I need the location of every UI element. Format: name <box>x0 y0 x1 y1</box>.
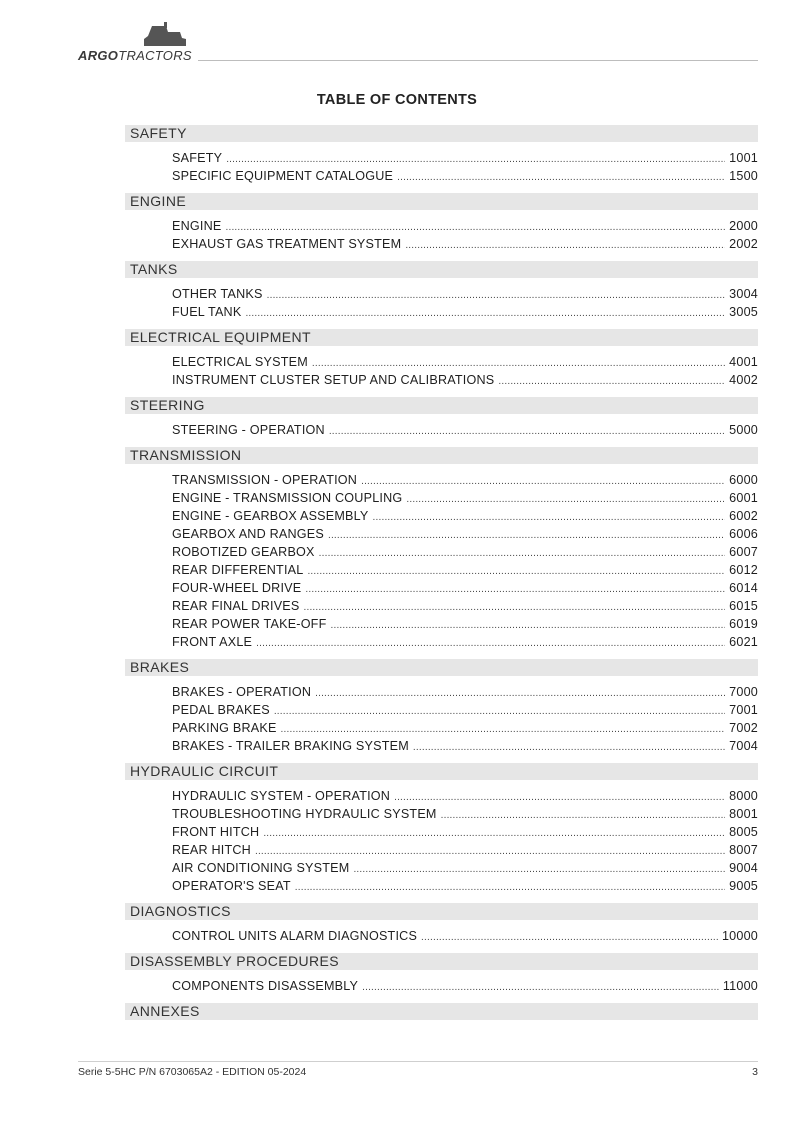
section-heading: DISASSEMBLY PROCEDURES <box>125 953 758 970</box>
entry-title: REAR POWER TAKE-OFF <box>172 617 327 631</box>
toc-entry[interactable] <box>172 303 758 321</box>
dot-leader <box>441 807 726 825</box>
entry-title: REAR HITCH <box>172 843 251 857</box>
section-entries <box>125 464 758 659</box>
toc-entry[interactable] <box>172 977 758 995</box>
dot-leader <box>498 373 725 391</box>
toc-entry[interactable] <box>172 543 758 561</box>
section-entries <box>125 142 758 193</box>
toc-entry[interactable] <box>172 927 758 945</box>
dot-leader <box>394 789 725 807</box>
entry-title: INSTRUMENT CLUSTER SETUP AND CALIBRATIONS <box>172 373 495 387</box>
toc-entry[interactable] <box>172 353 758 371</box>
dot-leader <box>245 305 725 323</box>
entry-title: SPECIFIC EQUIPMENT CATALOGUE <box>172 169 394 183</box>
dot-leader <box>413 739 725 757</box>
entry-title: PARKING BRAKE <box>172 721 277 735</box>
dot-leader <box>330 617 725 635</box>
entry-page-number: 6014 <box>729 581 758 595</box>
entry-page-number: 1500 <box>729 169 758 183</box>
entry-title: FOUR-WHEEL DRIVE <box>172 581 302 595</box>
section-heading: ELECTRICAL EQUIPMENT <box>125 329 758 346</box>
entry-title: AIR CONDITIONING SYSTEM <box>172 861 350 875</box>
dot-leader <box>329 423 725 441</box>
footer-page-number: 3 <box>752 1066 758 1078</box>
toc-entry[interactable] <box>172 859 758 877</box>
dot-leader <box>274 703 725 721</box>
toc-section <box>125 659 758 763</box>
toc-entry[interactable] <box>172 371 758 389</box>
section-heading: DIAGNOSTICS <box>125 903 758 920</box>
toc-section <box>125 261 758 329</box>
toc-entry[interactable] <box>172 217 758 235</box>
entry-title: ELECTRICAL SYSTEM <box>172 355 308 369</box>
entry-page-number: 8005 <box>729 825 758 839</box>
dot-leader <box>295 879 725 897</box>
table-of-contents <box>125 125 758 1024</box>
toc-entry[interactable] <box>172 719 758 737</box>
entry-page-number: 2002 <box>729 237 758 251</box>
toc-section <box>125 329 758 397</box>
entry-page-number: 4002 <box>729 373 758 387</box>
entry-title: FUEL TANK <box>172 305 242 319</box>
dot-leader <box>406 491 725 509</box>
section-entries <box>125 780 758 903</box>
entry-page-number: 10000 <box>721 929 758 943</box>
entry-page-number: 3005 <box>729 305 758 319</box>
toc-entry[interactable] <box>172 579 758 597</box>
section-heading: TANKS <box>125 261 758 278</box>
section-spacer <box>125 1020 758 1024</box>
toc-entry[interactable] <box>172 507 758 525</box>
toc-entry[interactable] <box>172 489 758 507</box>
toc-entry[interactable] <box>172 525 758 543</box>
entry-page-number: 7004 <box>729 739 758 753</box>
toc-entry[interactable] <box>172 285 758 303</box>
entry-page-number: 5000 <box>729 423 758 437</box>
header-divider <box>198 60 758 61</box>
entry-page-number: 8000 <box>729 789 758 803</box>
entry-page-number: 7001 <box>729 703 758 717</box>
section-entries <box>125 920 758 953</box>
toc-entry[interactable] <box>172 683 758 701</box>
section-heading: TRANSMISSION <box>125 447 758 464</box>
entry-page-number: 3004 <box>729 287 758 301</box>
toc-entry[interactable] <box>172 737 758 755</box>
entry-title: ENGINE <box>172 219 222 233</box>
section-heading: ENGINE <box>125 193 758 210</box>
section-heading: SAFETY <box>125 125 758 142</box>
entry-title: SAFETY <box>172 151 223 165</box>
entry-title: ENGINE - GEARBOX ASSEMBLY <box>172 509 369 523</box>
dot-leader <box>319 545 726 563</box>
tractor-logo-icon <box>136 22 192 48</box>
section-entries <box>125 278 758 329</box>
toc-section <box>125 763 758 903</box>
section-entries <box>125 210 758 261</box>
section-entries <box>125 970 758 1003</box>
toc-entry[interactable] <box>172 633 758 651</box>
entry-page-number: 6007 <box>729 545 758 559</box>
section-entries <box>125 414 758 447</box>
entry-title: TRANSMISSION - OPERATION <box>172 473 358 487</box>
entry-page-number: 6015 <box>729 599 758 613</box>
toc-section <box>125 447 758 659</box>
dot-leader <box>421 929 718 947</box>
dot-leader <box>307 563 725 581</box>
entry-title: GEARBOX AND RANGES <box>172 527 324 541</box>
dot-leader <box>361 473 725 491</box>
entry-title: HYDRAULIC SYSTEM - OPERATION <box>172 789 391 803</box>
entry-title: FRONT AXLE <box>172 635 253 649</box>
entry-title: COMPONENTS DISASSEMBLY <box>172 979 359 993</box>
entry-title: OPERATOR'S SEAT <box>172 879 291 893</box>
entry-title: REAR FINAL DRIVES <box>172 599 300 613</box>
entry-title: ENGINE - TRANSMISSION COUPLING <box>172 491 403 505</box>
entry-title: TROUBLESHOOTING HYDRAULIC SYSTEM <box>172 807 437 821</box>
entry-page-number: 9005 <box>729 879 758 893</box>
dot-leader <box>373 509 726 527</box>
toc-entry[interactable] <box>172 787 758 805</box>
toc-entry[interactable] <box>172 235 758 253</box>
toc-entry[interactable] <box>172 823 758 841</box>
dot-leader <box>267 287 726 305</box>
toc-entry[interactable] <box>172 701 758 719</box>
toc-entry[interactable] <box>172 167 758 185</box>
entry-title: FRONT HITCH <box>172 825 260 839</box>
toc-entry[interactable] <box>172 841 758 859</box>
entry-page-number: 1001 <box>729 151 758 165</box>
entry-page-number: 4001 <box>729 355 758 369</box>
footer-divider <box>78 1061 758 1062</box>
toc-entry[interactable] <box>172 877 758 895</box>
entry-page-number: 6000 <box>729 473 758 487</box>
dot-leader <box>328 527 725 545</box>
section-heading: STEERING <box>125 397 758 414</box>
footer-document-info: Serie 5-5HC P/N 6703065A2 - EDITION 05-2024 <box>78 1066 307 1078</box>
entry-page-number: 8007 <box>729 843 758 857</box>
entry-page-number: 6012 <box>729 563 758 577</box>
dot-leader <box>315 685 725 703</box>
toc-section <box>125 953 758 1003</box>
entry-title: OTHER TANKS <box>172 287 263 301</box>
entry-title: REAR DIFFERENTIAL <box>172 563 304 577</box>
section-heading: BRAKES <box>125 659 758 676</box>
entry-title: EXHAUST GAS TREATMENT SYSTEM <box>172 237 402 251</box>
dot-leader <box>397 169 725 187</box>
toc-entry[interactable] <box>172 597 758 615</box>
toc-section <box>125 1003 758 1024</box>
toc-section <box>125 193 758 261</box>
brand-logo-text <box>78 48 192 63</box>
entry-page-number: 6001 <box>729 491 758 505</box>
entry-title: ROBOTIZED GEARBOX <box>172 545 315 559</box>
toc-entry[interactable] <box>172 561 758 579</box>
entry-page-number: 2000 <box>729 219 758 233</box>
entry-page-number: 11000 <box>722 979 758 993</box>
section-heading: ANNEXES <box>125 1003 758 1020</box>
entry-title: BRAKES - TRAILER BRAKING SYSTEM <box>172 739 409 753</box>
toc-entry[interactable] <box>172 149 758 167</box>
section-entries <box>125 676 758 763</box>
entry-page-number: 8001 <box>729 807 758 821</box>
page-title: TABLE OF CONTENTS <box>316 92 478 108</box>
entry-page-number: 7002 <box>729 721 758 735</box>
entry-title: CONTROL UNITS ALARM DIAGNOSTICS <box>172 929 418 943</box>
page-header <box>78 22 758 64</box>
dot-leader <box>304 599 726 617</box>
section-entries <box>125 346 758 397</box>
toc-entry[interactable] <box>172 421 758 439</box>
toc-entry[interactable] <box>172 471 758 489</box>
dot-leader <box>263 825 725 843</box>
entry-title: BRAKES - OPERATION <box>172 685 312 699</box>
brand-bold: ARGO <box>78 48 119 63</box>
dot-leader <box>353 861 725 879</box>
toc-section <box>125 397 758 447</box>
dot-leader <box>256 635 725 653</box>
entry-title: STEERING - OPERATION <box>172 423 325 437</box>
section-heading: HYDRAULIC CIRCUIT <box>125 763 758 780</box>
entry-page-number: 9004 <box>729 861 758 875</box>
brand-light: TRACTORS <box>118 48 192 63</box>
dot-leader <box>405 237 725 255</box>
dot-leader <box>362 979 719 997</box>
entry-title: PEDAL BRAKES <box>172 703 270 717</box>
dot-leader <box>305 581 725 599</box>
toc-section <box>125 903 758 953</box>
entry-page-number: 6021 <box>729 635 758 649</box>
toc-entry[interactable] <box>172 615 758 633</box>
entry-page-number: 6002 <box>729 509 758 523</box>
entry-page-number: 6006 <box>729 527 758 541</box>
toc-entry[interactable] <box>172 805 758 823</box>
toc-section <box>125 125 758 193</box>
entry-page-number: 6019 <box>729 617 758 631</box>
entry-page-number: 7000 <box>729 685 758 699</box>
